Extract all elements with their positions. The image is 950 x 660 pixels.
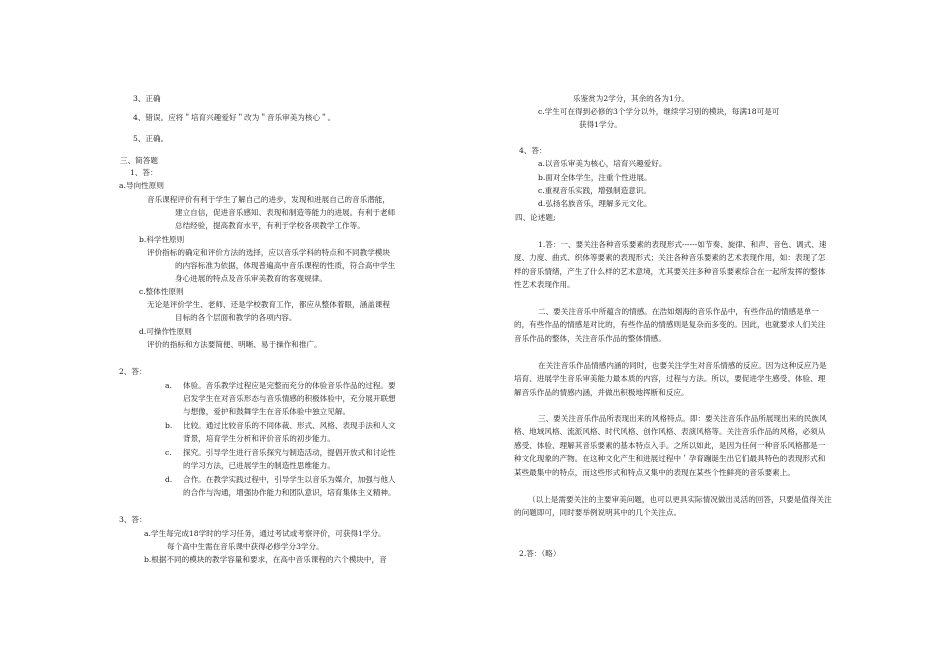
q3-continuation: 乐鉴赏为2学分，其余的各为1分。 <box>573 94 689 103</box>
q1-a-title: a.导向性原则 <box>119 181 164 190</box>
q2-c-line: 的学习方法，已进展学生的制造性思维能力。 <box>183 461 335 470</box>
answer-item-5: 5、正确。 <box>133 134 169 143</box>
answer-item-4: 4、错误。应将＂培育兴趣爱好＂改为＂音乐审美为核心＂。 <box>133 113 336 122</box>
q4-item: b.面对全体学生，注重个性进展。 <box>538 173 652 182</box>
q1-c-line: 目标的各个层面和教学的各项内容。 <box>175 313 297 322</box>
q2-c-marker: c. <box>165 448 172 457</box>
essay-paragraph: 在关注音乐作品情感内涵的同时，也要关注学生对音乐情感的反应。因为这种反应乃是培育、进展学生音乐审美能力最本质的内容，过程与方法。所以，要促进学生感受、体验、理解音乐作品的情感内涵，并做出积极地挥断和反应。 <box>514 361 827 397</box>
q2-a-line: 与想像，爱护和鼓舞学生在音乐体验中独立见解。 <box>183 407 351 416</box>
q3-continuation: 获得1学分。 <box>579 120 622 129</box>
q1-d-title: d.可操作性原则 <box>139 327 192 336</box>
q2-b-line: 背景，培育学生分析和评价音乐的初步能力。 <box>183 434 335 443</box>
q2-b-marker: b. <box>165 421 173 430</box>
q2-a-line: 启发学生在对音乐形态与音乐情感的积极体验中，充分展开联想 <box>183 394 396 403</box>
section-3-title: 三、简答题 <box>120 156 158 165</box>
q1-a-line: 总结经验，提高教育水平，有利于学校各项教学工作等。 <box>175 221 365 230</box>
q1-b-line: 的内容标准为依据，体现普遍高中音乐课程的性质，符合高中学生 <box>175 261 396 270</box>
q2-label: 2、答： <box>119 367 147 376</box>
q3-line: b.根据不同的模块的教学容量和要求，在高中音乐课程的六个模块中，音 <box>144 555 387 564</box>
essay-paragraph: 三、要关注音乐作品所表现出来的风格特点。即：要关注音乐作品所展现出来的民族风格、地域风格、流派风格、时代风格、创作风格、表演风格等。关注音乐作品的风格，必须从感受、体验、理解其音乐要素的基本特点入手。之所以如此，是因为任何一种音乐风格都是一种文化现象的产物。在这种文化产生和进展过程中＇孕育蹦诞生出它们最具特色的表现形式和某些最集中的特点，而这些形式和特点又集中的表现在某些个性鲜亮的音乐要素上。 <box>514 414 827 477</box>
q2-d-marker: d. <box>165 475 173 484</box>
essay-paragraph: 1.答：一、要关注各种音乐要素的表现形式------如节奏、旋律、和声、音色、调式、速度、力度、曲式、织体等要素的表现形式；关注各种音乐要素的艺术表现作用，如：表现了怎样的音乐情绪，产生了什么样的艺术意境，尤其要关注多种音乐要素综合在一起所发挥的整体性艺术表现作用。 <box>514 240 827 290</box>
essay-note: （以上是需要关注的主要审美问题，也可以更具实际情况做出灵活的回答，只要是值得关注的问题即可，同时要举例说明其中的几个关注点。 <box>514 495 832 518</box>
q4-label: 4、答： <box>519 146 547 155</box>
q2-d-line: 的合作与沟通，增强协作能力和团队意识，培育集体主义精神。 <box>183 488 396 497</box>
q2-b-line: 比较。通过比较音乐的不同体裁、形式、风格、表现手法和人文 <box>183 421 396 430</box>
q2-c-line: 探究。引导学生进行音乐探究与制造活动，提倡开放式和讨论性 <box>183 448 396 457</box>
q1-a-line: 音乐课程评价有利于学生了解自己的进步，发现和进展自己的音乐潜能， <box>147 195 390 204</box>
q1-b-title: b.科学性原则 <box>139 235 185 244</box>
q3-continuation: c.学生可在得到必修的3个学分以外，继续学习别的模块，每满18可是可 <box>538 107 780 116</box>
q2-a-line: 体验。音乐教学过程应是完整而充分的体验音乐作品的过程。要 <box>183 381 396 390</box>
q4-item: d.弘扬名族音乐，理解多元文化。 <box>538 199 652 208</box>
essay-paragraph: 二、要关注音乐中所蕴含的情感。在浩如烟海的音乐作品中，有些作品的情感是单一的，有些作品的情感是对比的，有些作品的情感则是复杂而多变的。因此，也就要求人们关注音乐作品的整体，关注音乐作品的整体情感。 <box>514 307 826 343</box>
q1-d-line: 评价的指标和方法要简便、明晰、易于操作和推广。 <box>147 340 322 349</box>
q3-label: 3、答： <box>119 515 147 524</box>
q1-c-title: c.整体性原则 <box>139 287 184 296</box>
q1-a-line: 建立自信，促进音乐感知、表现和制造等能力的进展。有利于老师 <box>175 208 396 217</box>
q1-b-line: 评价指标的确定和评价方法的选择，应以音乐学科的特点和不同教学模块 <box>147 248 390 257</box>
q1-b-line: 身心进展的特点及音乐审美教育的客观规律。 <box>175 274 327 283</box>
q4-item: c.重视音乐实践，增强制造意识。 <box>538 186 651 195</box>
section-4-title: 四、论述题; <box>515 213 556 222</box>
q1-c-line: 无论是评价学生、老师、还是学校教育工作，都应从整体着眼，涵盖课程 <box>147 300 390 309</box>
q4-item: a.以音乐审美为核心，培育兴趣爱好。 <box>538 159 667 168</box>
essay-q2-answer: 2.答：（略） <box>519 549 561 558</box>
q3-line: a.学生每完成18学时的学习任务，通过考试或考察评价，可获得1学分。 <box>144 529 386 538</box>
q1-label: 1、答： <box>130 168 158 177</box>
q2-a-marker: a. <box>165 381 172 390</box>
q3-line: 每个高中生需在音乐课中获得必修学分3学分。 <box>167 542 324 551</box>
answer-item-3: 3、正确 <box>133 94 161 103</box>
q2-d-line: 合作。在教学实践过程中，引导学生以音乐为媒介，加强与他人 <box>183 475 396 484</box>
